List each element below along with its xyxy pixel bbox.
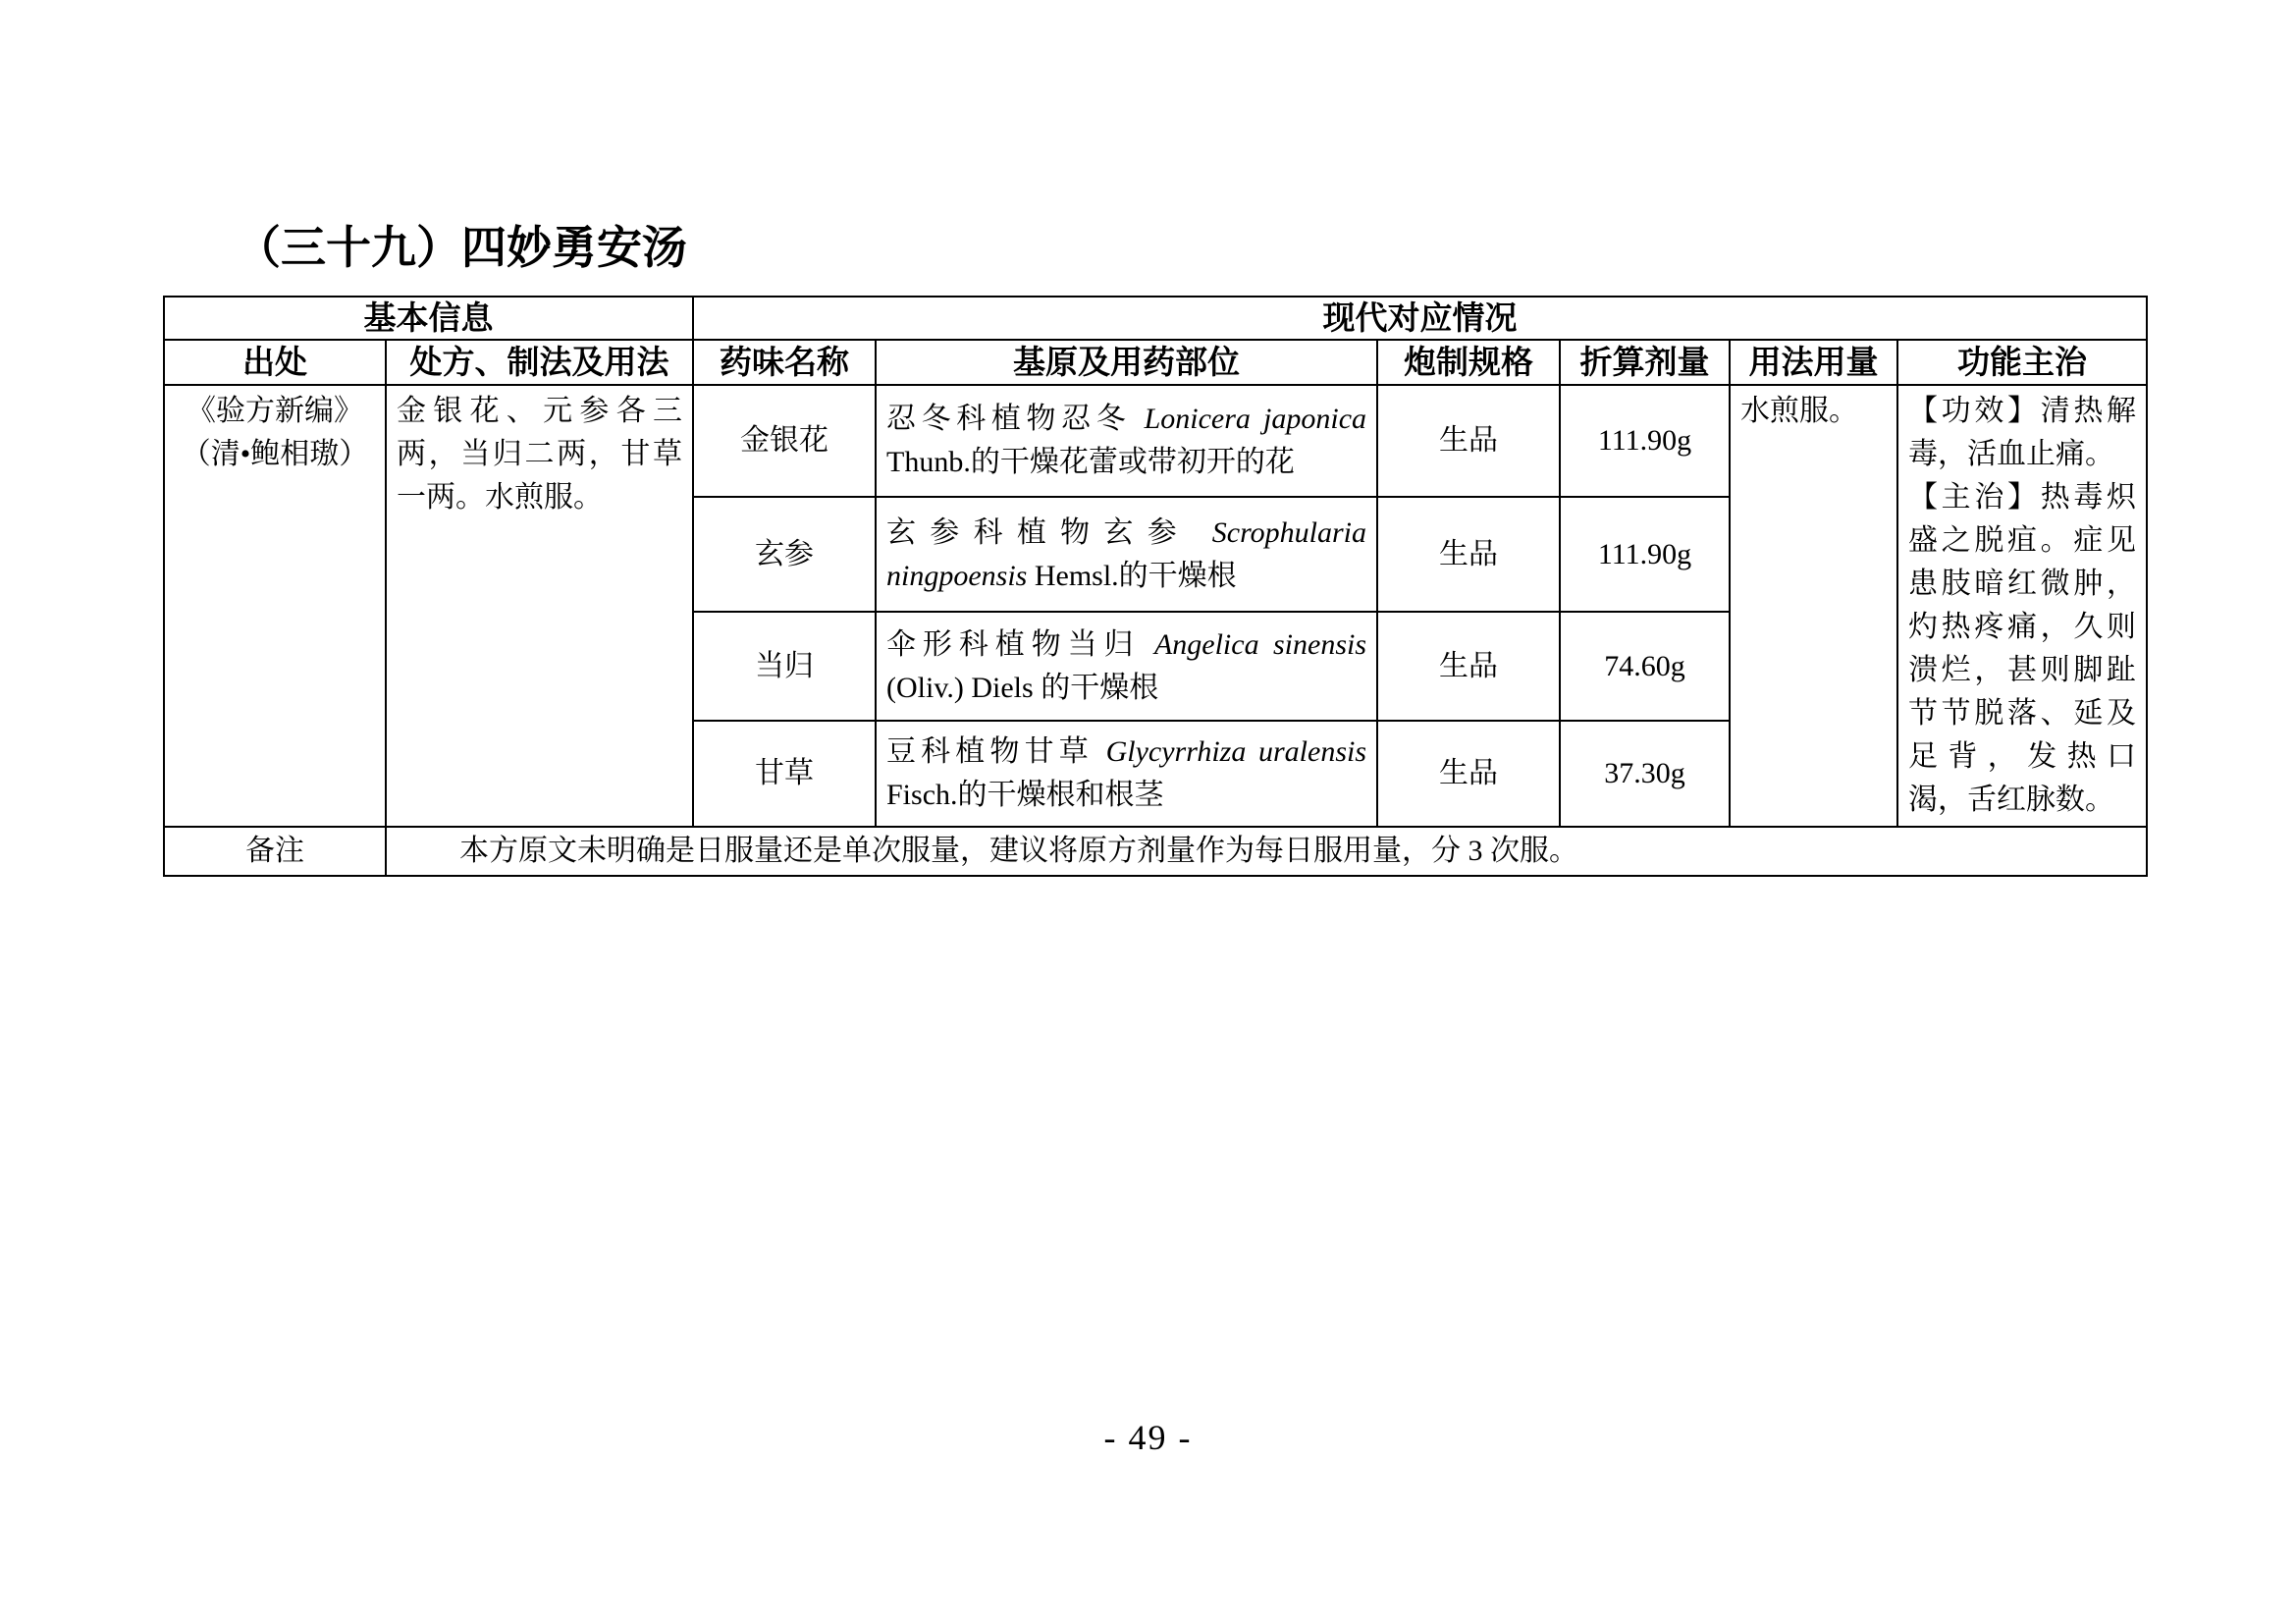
header-usage: 用法用量 [1730,340,1897,385]
usage-cell: 水煎服。 [1730,385,1897,827]
header-basic-info: 基本信息 [164,297,693,340]
prescription-cell: 金银花、元参各三两，当归二两，甘草一两。水煎服。 [386,385,693,827]
source-author: （清•鲍相璈） [181,438,369,470]
herb-dose: 111.90g [1560,497,1730,612]
effect-label: 【功效】 [1908,395,2041,427]
herb-name: 当归 [693,612,876,721]
source-cell [164,385,386,827]
header-function: 功能主治 [1897,340,2147,385]
herb-name: 甘草 [693,721,876,827]
herb-processing: 生品 [1377,497,1560,612]
page-title: （三十九）四妙勇安汤 [236,221,687,274]
herb-name: 玄参 [693,497,876,612]
header-processing: 炮制规格 [1377,340,1560,385]
header-herb-name: 药味名称 [693,340,876,385]
herb-dose: 74.60g [1560,612,1730,721]
latin-name: Lonicera japonica [1144,403,1367,436]
herb-processing: 生品 [1377,385,1560,497]
herb-dose: 37.30g [1560,721,1730,827]
herb-name: 金银花 [693,385,876,497]
latin-name: Glycyrrhiza uralensis [1105,735,1367,769]
table-row [164,385,2147,497]
latin-name: Scrophularia ningpoensis [886,515,1366,592]
function-cell [1897,385,2147,827]
herb-origin: 豆科植物甘草 Glycyrrhiza uralensis Fisch.的干燥根和根茎 [876,721,1377,827]
header-modern: 现代对应情况 [693,297,2147,340]
prescription-table [163,296,2148,877]
header-origin: 基原及用药部位 [876,340,1377,385]
header-source: 出处 [164,340,386,385]
source-book: 《验方新编》 [187,395,363,427]
herb-origin: 伞形科植物当归 Angelica sinensis (Oliv.) Diels 的干燥根 [876,612,1377,721]
latin-name: Angelica sinensis [1153,627,1367,661]
herb-origin: 忍冬科植物忍冬 Lonicera japonica Thunb.的干燥花蕾或带初开的花 [876,385,1377,497]
page-number: - 49 - [1103,1418,1193,1457]
herb-processing: 生品 [1377,612,1560,721]
note-text: 本方原文未明确是日服量还是单次服量，建议将原方剂量作为每日服用量，分 3 次服。 [386,827,2147,876]
effect-text: 清热解毒，活血止痛。 [1908,395,2137,470]
herb-dose: 111.90g [1560,385,1730,497]
indication-text: 热毒炽盛之脱疽。症见患肢暗红微肿，灼热疼痛，久则溃烂，甚则脚趾节节脱落、延及足背，发热口渴，舌红脉数。 [1908,481,2137,816]
header-prescription: 处方、制法及用法 [386,340,693,385]
herb-origin: 玄参科植物玄参 Scrophularia ningpoensis Hemsl.的干燥根 [876,497,1377,612]
header-dose: 折算剂量 [1560,340,1730,385]
herb-processing: 生品 [1377,721,1560,827]
indication-label: 【主治】 [1908,481,2041,514]
note-row [164,827,2147,876]
note-label: 备注 [164,827,386,876]
